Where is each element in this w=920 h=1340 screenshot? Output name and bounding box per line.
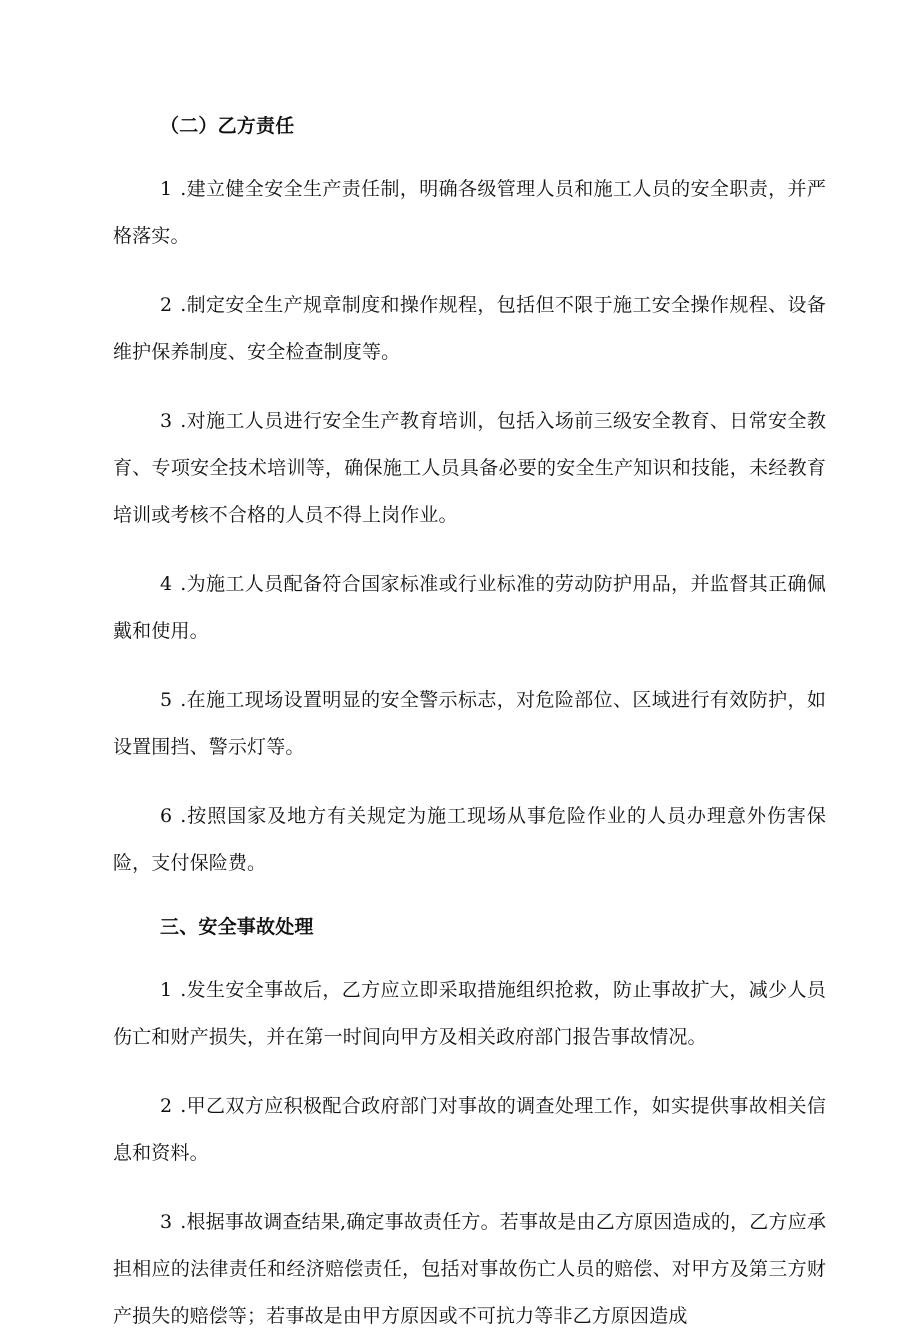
section-two-item-2 (113, 282, 826, 376)
section-two-item-3 (113, 398, 826, 539)
item-text: .发生安全事故后，乙方应立即采取措施组织抢救，防止事故扩大，减少人员伤亡和财产损失，并在第一时间向甲方及相关政府部门报告事故情况。 (113, 979, 826, 1048)
item-text: .根据事故调查结果,确定事故责任方。若事故是由乙方原因造成的，乙方应承担相应的法律责任和经济赔偿责任，包括对事故伤亡人员的赔偿、对甲方及第三方财产损失的赔偿等；若事故是由甲方原因或不可抗力等非乙方原因造成 (113, 1211, 826, 1327)
item-text: .按照国家及地方有关规定为施工现场从事危险作业的人员办理意外伤害保险，支付保险费。 (113, 805, 826, 874)
section-two-item-1 (113, 166, 826, 260)
item-text: .在施工现场设置明显的安全警示标志，对危险部位、区域进行有效防护，如设置围挡、警示灯等。 (113, 689, 826, 758)
section-two-item-5 (113, 677, 826, 771)
section-two-heading: （二）乙方责任 (160, 115, 295, 137)
item-number: 6 (160, 805, 173, 827)
section-three-item-1 (113, 967, 826, 1061)
section-three-item-2 (113, 1083, 826, 1177)
item-text: .对施工人员进行安全生产教育培训，包括入场前三级安全教育、日常安全教育、专项安全技术培训等，确保施工人员具备必要的安全生产知识和技能，未经教育培训或考核不合格的人员不得上岗作业。 (113, 410, 826, 526)
section-two-item-6 (113, 793, 826, 887)
item-text: .为施工人员配备符合国家标准或行业标准的劳动防护用品，并监督其正确佩戴和使用。 (113, 573, 826, 642)
item-number: 1 (160, 178, 173, 200)
item-number: 3 (160, 410, 173, 432)
section-three-heading: 三、安全事故处理 (160, 916, 314, 938)
section-two-item-4 (113, 561, 826, 655)
item-text: .甲乙双方应积极配合政府部门对事故的调查处理工作，如实提供事故相关信息和资料。 (113, 1095, 826, 1164)
document-body (113, 108, 826, 1340)
item-number: 2 (160, 294, 173, 316)
item-number: 2 (160, 1095, 173, 1117)
section-three-item-3 (113, 1199, 826, 1340)
item-text: .建立健全安全生产责任制，明确各级管理人员和施工人员的安全职责，并严格落实。 (113, 178, 826, 247)
item-number: 1 (160, 979, 173, 1001)
item-number: 5 (160, 689, 173, 711)
item-number: 4 (160, 573, 173, 595)
item-text: .制定安全生产规章制度和操作规程，包括但不限于施工安全操作规程、设备维护保养制度、安全检查制度等。 (113, 294, 826, 363)
item-number: 3 (160, 1211, 173, 1233)
